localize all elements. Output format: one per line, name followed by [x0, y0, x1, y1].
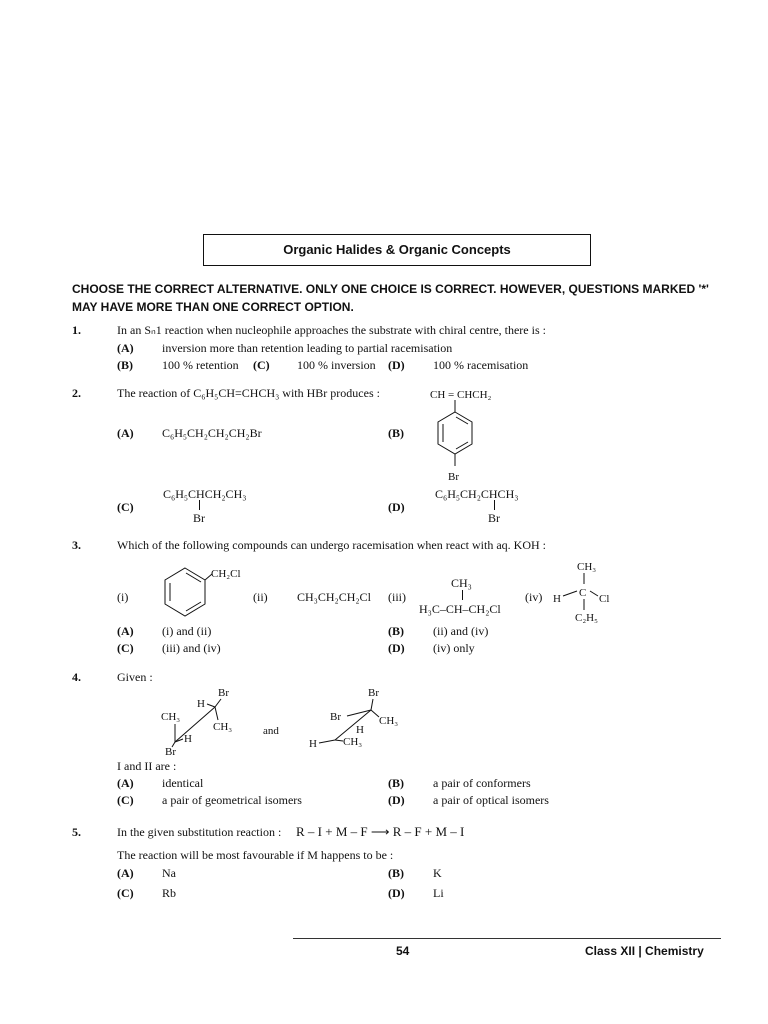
q2-number: 2.: [72, 386, 81, 400]
q2-option-b-label: (B): [388, 426, 404, 440]
q4-text: I and II are :: [117, 759, 177, 773]
q2-option-d-formula: C₆H₅CH₂CHCH₃: [435, 487, 519, 501]
q5-text: In the given substitution reaction :: [117, 825, 282, 839]
q3-option-c: (iii) and (iv): [162, 641, 221, 655]
q4-structures: [155, 684, 415, 758]
q5-reaction: R – I + M – F ⟶ R – F + M – I: [296, 824, 465, 839]
q1-option-a-label: (A): [117, 341, 134, 355]
q2-option-d-label: (D): [388, 500, 405, 514]
page-number: 54: [396, 944, 410, 958]
q3-i-ch2cl-label: CH₂Cl: [211, 568, 241, 580]
q4-m1-h-bottom: H: [184, 733, 192, 745]
q2-option-d-br: Br: [488, 511, 500, 525]
q3-compound-i-label: (i): [117, 590, 129, 604]
q4-m2-h-left: H: [309, 738, 317, 750]
q3-iii-ch3: CH₃: [451, 576, 472, 590]
q4-m1-ch3-left: CH₃: [161, 711, 181, 723]
q3-compound-ii-label: (ii): [253, 590, 268, 604]
q4-option-b: a pair of conformers: [433, 776, 531, 790]
q4-m2-br-top: Br: [368, 687, 379, 699]
q4-option-d: a pair of optical isomers: [433, 793, 549, 807]
q4-and: and: [263, 725, 279, 737]
q4-m1-br-bottom: Br: [165, 746, 176, 758]
q4-m2-h-mid: H: [356, 724, 364, 736]
q2-b-br-label: Br: [448, 471, 459, 483]
q5-text2: The reaction will be most favourable if M happens to be :: [117, 848, 394, 862]
q2-option-c-formula: C₆H₅CHCH₂CH₃: [163, 487, 247, 501]
q3-benzyl-chloride: [155, 562, 255, 626]
q1-option-c-label: (C): [253, 358, 270, 372]
q5-option-b-label: (B): [388, 866, 404, 880]
q3-compound-iv-structure: [550, 558, 620, 628]
q2-option-c-br: Br: [193, 511, 205, 525]
q1-option-b-label: (B): [117, 358, 133, 372]
q4-option-d-label: (D): [388, 793, 405, 807]
q2-text: The reaction of C₆H₅CH=CHCH₃ with HBr produces :: [117, 386, 380, 400]
q1-text: In an Sₙ1 reaction when nucleophile approaches the substrate with chiral centre, there is :: [117, 323, 546, 337]
q3-option-c-label: (C): [117, 641, 134, 655]
q3-iv-cl: Cl: [599, 593, 610, 605]
q2-option-a: C₆H₅CH₂CH₂CH₂Br: [162, 426, 262, 440]
q3-iv-c2h5: C₂H₅: [575, 612, 598, 624]
q3-compound-iv-label: (iv): [525, 590, 543, 604]
q3-compound-iii-label: (iii): [388, 590, 406, 604]
q1-option-d-label: (D): [388, 358, 405, 372]
q3-number: 3.: [72, 538, 81, 552]
q4-m2-ch3-right: CH₃: [379, 715, 399, 727]
q3-option-a: (i) and (ii): [162, 624, 212, 638]
q4-m2-ch3-bottom: CH₃: [343, 736, 363, 748]
q5-option-b: K: [433, 866, 442, 880]
footer-divider: [293, 938, 721, 939]
q4-m1-h-top: H: [197, 698, 205, 710]
q3-option-b: (ii) and (iv): [433, 624, 489, 638]
q3-iv-c: C: [579, 587, 587, 599]
q3-option-d: (iv) only: [433, 641, 475, 655]
q4-m1-br-top: Br: [218, 687, 229, 699]
q2-d-bond: [494, 500, 495, 510]
q3-option-a-label: (A): [117, 624, 134, 638]
benzene-ring: [165, 568, 205, 616]
q2-option-b-structure: [420, 384, 520, 484]
q1-number: 1.: [72, 323, 81, 337]
q5-option-d-label: (D): [388, 886, 405, 900]
q4-m2-br-left: Br: [330, 711, 341, 723]
q4-number: 4.: [72, 670, 81, 684]
q2-option-c-label: (C): [117, 500, 134, 514]
q3-option-b-label: (B): [388, 624, 404, 638]
q1-option-d: 100 % racemisation: [433, 358, 529, 372]
q5-option-c: Rb: [162, 886, 177, 900]
page-title: Organic Halides & Organic Concepts: [203, 234, 591, 266]
q5-option-c-label: (C): [117, 886, 134, 900]
q4-option-a-label: (A): [117, 776, 134, 790]
q4-molecule-1: [161, 687, 232, 758]
q1-option-b: 100 % retention: [162, 358, 239, 372]
q2-b-vinyl-label: CH = CHCH₂: [430, 389, 492, 401]
q3-text: Which of the following compounds can undergo racemisation when react with aq. KOH :: [117, 538, 546, 552]
q4-molecule-2: [309, 687, 398, 750]
q4-option-b-label: (B): [388, 776, 404, 790]
q3-compound-ii: CH₃CH₂CH₂Cl: [297, 590, 371, 604]
q4-option-a: identical: [162, 776, 204, 790]
q4-given: Given :: [117, 670, 153, 684]
q3-iv-ch3: CH₃: [577, 561, 597, 573]
q5-number: 5.: [72, 825, 81, 839]
q4-m1-ch3-right: CH₃: [213, 721, 233, 733]
q3-compound-iii: H₃C–CH–CH₂Cl: [419, 602, 501, 616]
q1-option-c: 100 % inversion: [297, 358, 376, 372]
q2-c-bond: [199, 500, 200, 510]
q5-option-a: Na: [162, 866, 176, 880]
q3-option-d-label: (D): [388, 641, 405, 655]
q3-iv-h: H: [553, 593, 561, 605]
q2-option-a-label: (A): [117, 426, 134, 440]
q3-iii-bond: [462, 590, 463, 600]
q1-option-a: inversion more than retention leading to partial racemisation: [162, 341, 453, 355]
q4-option-c-label: (C): [117, 793, 134, 807]
instructions: CHOOSE THE CORRECT ALTERNATIVE. ONLY ONE CHOICE IS CORRECT. HOWEVER, QUESTIONS MARKED '*' MAY HAVE MORE THAN ONE CORRECT OPTION.: [72, 282, 709, 314]
footer-subject: Class XII | Chemistry: [585, 944, 704, 958]
q5-option-a-label: (A): [117, 866, 134, 880]
q4-option-c: a pair of geometrical isomers: [162, 793, 302, 807]
q5-option-d: Li: [433, 886, 444, 900]
